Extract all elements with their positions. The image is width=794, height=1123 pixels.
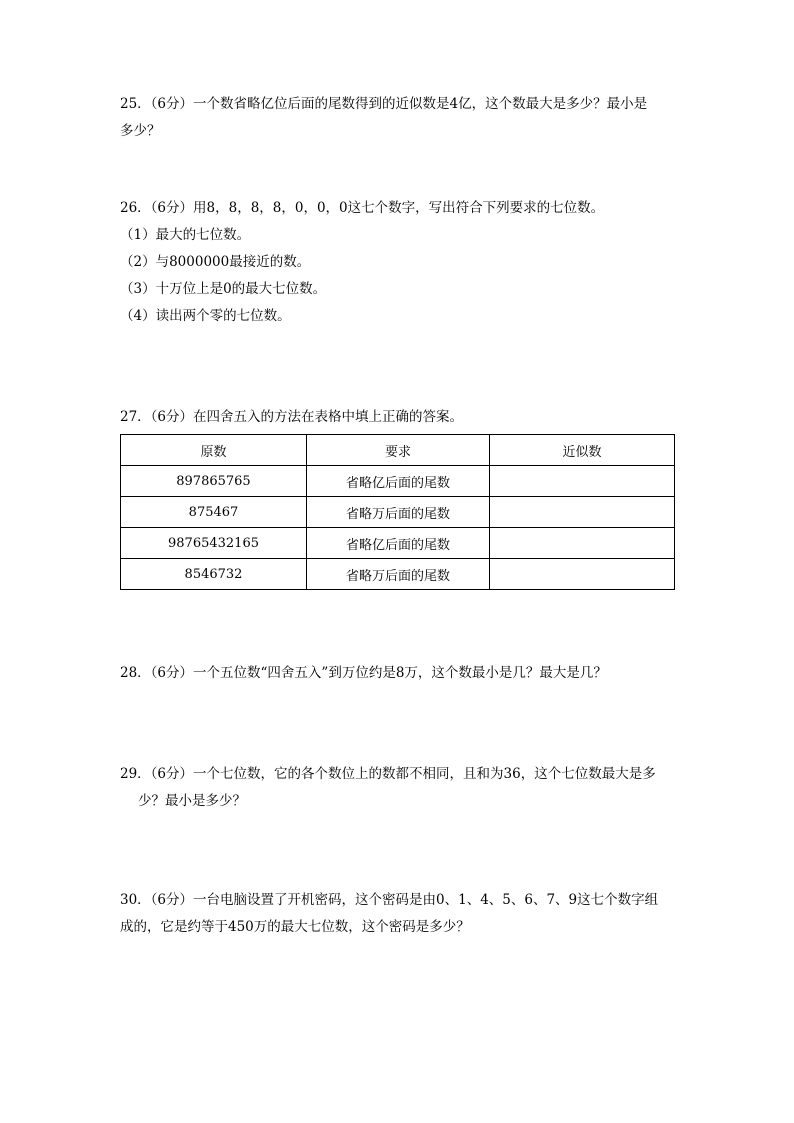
cell-requirement: 省略万后面的尾数 [307, 559, 490, 590]
cell-original-number: 875467 [121, 497, 307, 528]
question-29-line-2: 少？最小是多少？ [138, 793, 246, 809]
cell-approximate-answer[interactable] [490, 497, 675, 528]
header-original-number: 原数 [121, 435, 307, 466]
question-26 [120, 195, 680, 330]
cell-approximate-answer[interactable] [490, 528, 675, 559]
question-26-item-1: （1）最大的七位数。 [120, 227, 251, 243]
question-26-item-3: （3）十万位上是0的最大七位数。 [120, 281, 327, 297]
cell-approximate-answer[interactable] [490, 466, 675, 497]
cell-requirement: 省略亿后面的尾数 [307, 466, 490, 497]
question-27-stem: 27．（6分）在四舍五入的方法在表格中填上正确的答案。 [120, 409, 464, 425]
header-approximate: 近似数 [490, 435, 675, 466]
question-30 [120, 887, 680, 941]
table-row [121, 466, 675, 497]
question-26-item-4: （4）读出两个零的七位数。 [120, 308, 291, 324]
question-29-line-1: 29．（6分）一个七位数，它的各个数位上的数都不相同，且和为36，这个七位数最大是多 [120, 766, 656, 782]
question-29 [120, 761, 680, 815]
question-30-line-2: 成的，它是约等于450万的最大七位数，这个密码是多少？ [120, 919, 470, 935]
rounding-table [120, 434, 675, 590]
question-26-item-2: （2）与8000000最接近的数。 [120, 254, 311, 270]
header-requirement: 要求 [307, 435, 490, 466]
cell-original-number: 897865765 [121, 466, 307, 497]
cell-requirement: 省略亿后面的尾数 [307, 528, 490, 559]
question-26-stem: 26．（6分）用8，8，8，8，0，0，0这七个数字，写出符合下列要求的七位数。 [120, 200, 605, 216]
table-header-row [121, 435, 675, 466]
question-25 [120, 91, 680, 145]
table-row [121, 497, 675, 528]
question-27 [120, 404, 680, 431]
question-25-line-1: 25．（6分）一个数省略亿位后面的尾数得到的近似数是4亿，这个数最大是多少？最小是 [120, 96, 648, 112]
cell-original-number: 8546732 [121, 559, 307, 590]
cell-approximate-answer[interactable] [490, 559, 675, 590]
question-30-line-1: 30．（6分）一台电脑设置了开机密码，这个密码是由0、1、4、5、6、7、9这七个数字组 [120, 892, 659, 908]
table-row [121, 559, 675, 590]
table-row [121, 528, 675, 559]
cell-requirement: 省略万后面的尾数 [307, 497, 490, 528]
question-25-line-2: 多少？ [120, 123, 161, 139]
question-28-line-1: 28．（6分）一个五位数“四舍五入”到万位约是8万，这个数最小是几？最大是几？ [120, 665, 607, 681]
question-28 [120, 660, 680, 687]
cell-original-number: 98765432165 [121, 528, 307, 559]
